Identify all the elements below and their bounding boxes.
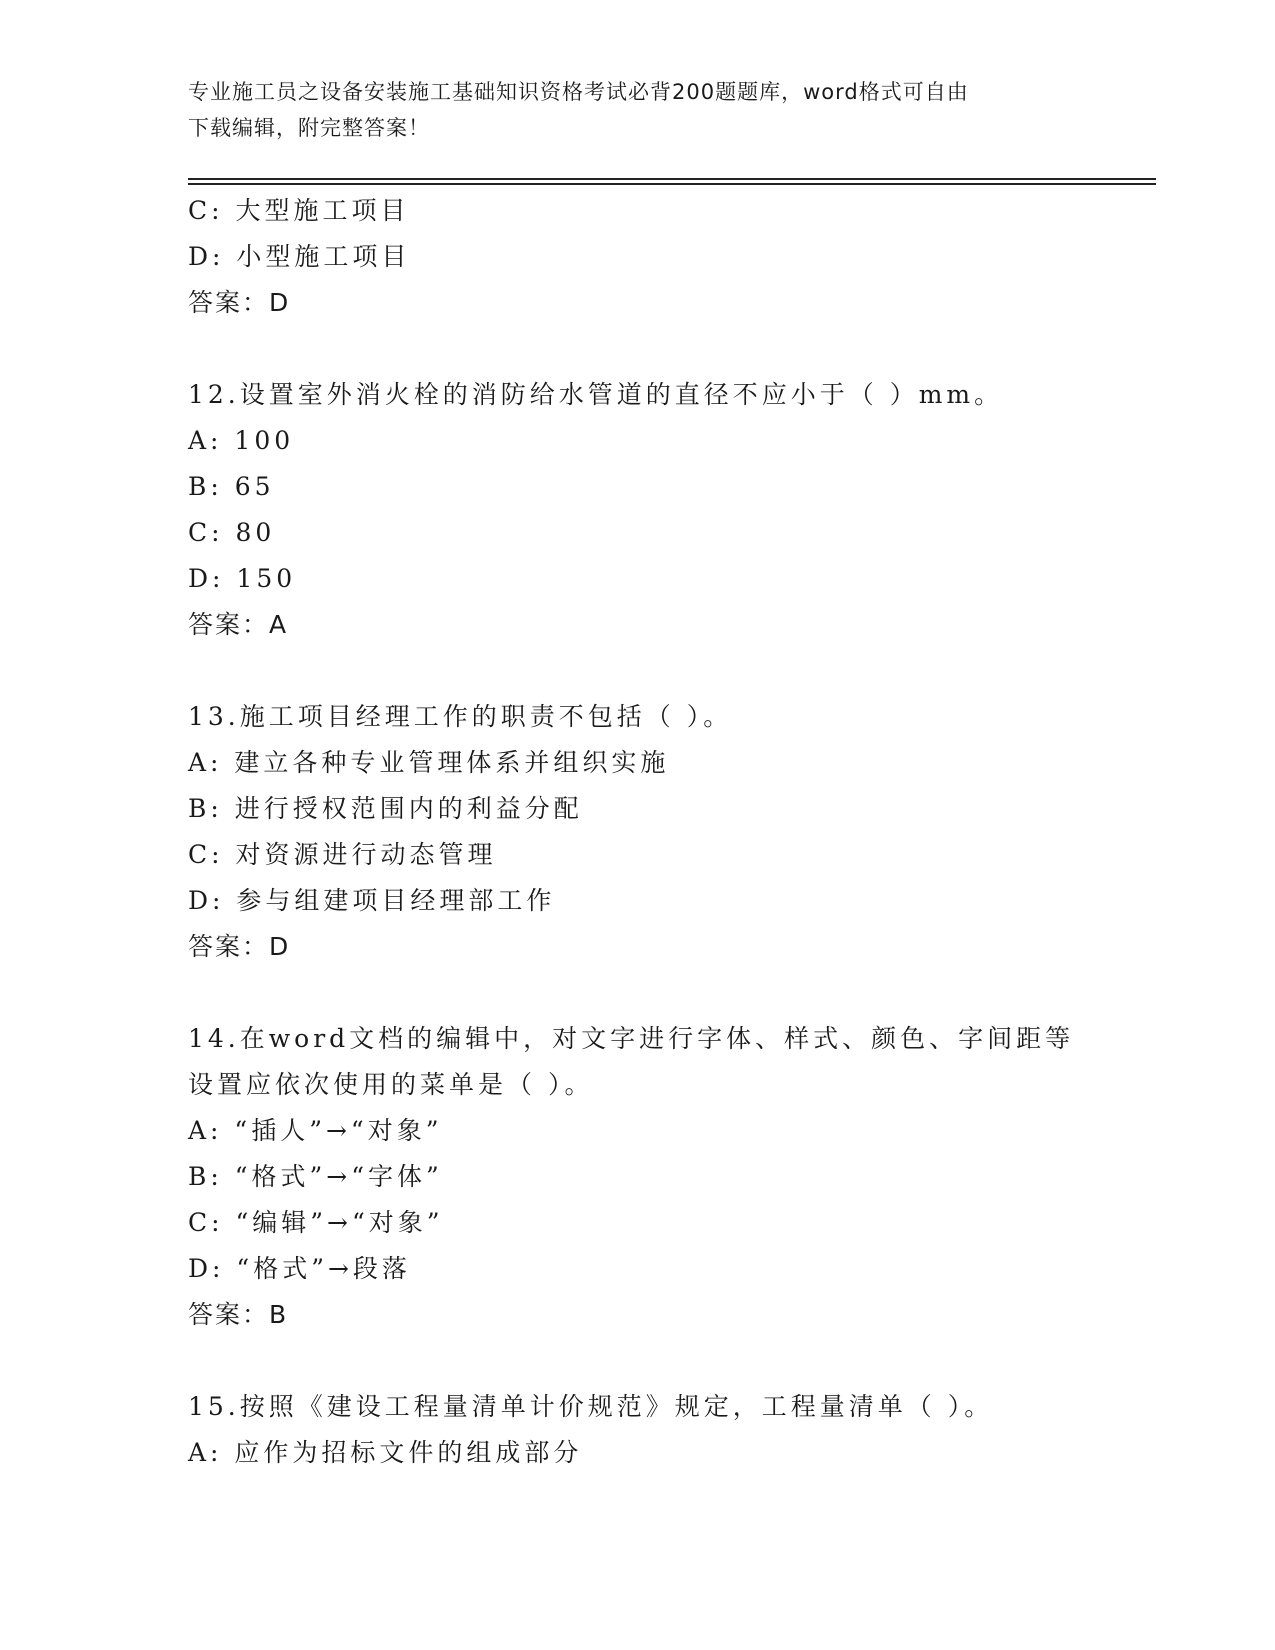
answer-line: 答案：D [188, 288, 291, 317]
question-11-tail [188, 188, 1088, 326]
option-b: B: 65 [188, 472, 275, 501]
option-c: C: “编辑”→“对象” [188, 1208, 444, 1237]
header-divider-top [188, 178, 1156, 180]
option-c: C: 对资源进行动态管理 [188, 840, 497, 869]
question-15 [188, 1384, 1088, 1476]
spacer [188, 326, 1088, 372]
answer-line: 答案：B [188, 1300, 289, 1329]
question-13 [188, 694, 1088, 970]
option-d: D: “格式”→段落 [188, 1254, 411, 1283]
question-text-line-1: 14.在word文档的编辑中，对文字进行字体、样式、颜色、字间距等 [188, 1024, 1075, 1053]
spacer [188, 970, 1088, 1016]
option-a: A: 100 [188, 426, 295, 455]
question-text: 13.施工项目经理工作的职责不包括（ ）。 [188, 702, 733, 731]
question-text: 15.按照《建设工程量清单计价规范》规定，工程量清单（ ）。 [188, 1392, 994, 1421]
question-text-line-2: 设置应依次使用的菜单是（ ）。 [188, 1070, 594, 1099]
question-14 [188, 1016, 1088, 1338]
header-title-line-2: 下载编辑，附完整答案！ [188, 116, 430, 140]
option-a: A: “插人”→“对象” [188, 1116, 443, 1145]
option-b: B: 进行授权范围内的利益分配 [188, 794, 583, 823]
option-b: B: “格式”→“字体” [188, 1162, 443, 1191]
option-d: D: 参与组建项目经理部工作 [188, 886, 556, 915]
option-d: D: 150 [188, 564, 297, 593]
option-c: C: 80 [188, 518, 276, 547]
answer-line: 答案：A [188, 610, 289, 639]
question-text: 12.设置室外消火栓的消防给水管道的直径不应小于（ ）mm。 [188, 380, 1004, 409]
document-header [188, 74, 1088, 146]
option-a: A: 应作为招标文件的组成部分 [188, 1438, 583, 1467]
question-12 [188, 372, 1088, 648]
spacer [188, 1338, 1088, 1384]
question-list [188, 188, 1088, 1476]
option-c: C: 大型施工项目 [188, 196, 410, 225]
option-a: A: 建立各种专业管理体系并组织实施 [188, 748, 670, 777]
spacer [188, 648, 1088, 694]
header-title-line-1: 专业施工员之设备安装施工基础知识资格考试必背200题题库，word格式可自由 [188, 80, 969, 104]
answer-line: 答案：D [188, 932, 291, 961]
option-d: D: 小型施工项目 [188, 242, 411, 271]
header-divider-bottom [188, 183, 1156, 185]
